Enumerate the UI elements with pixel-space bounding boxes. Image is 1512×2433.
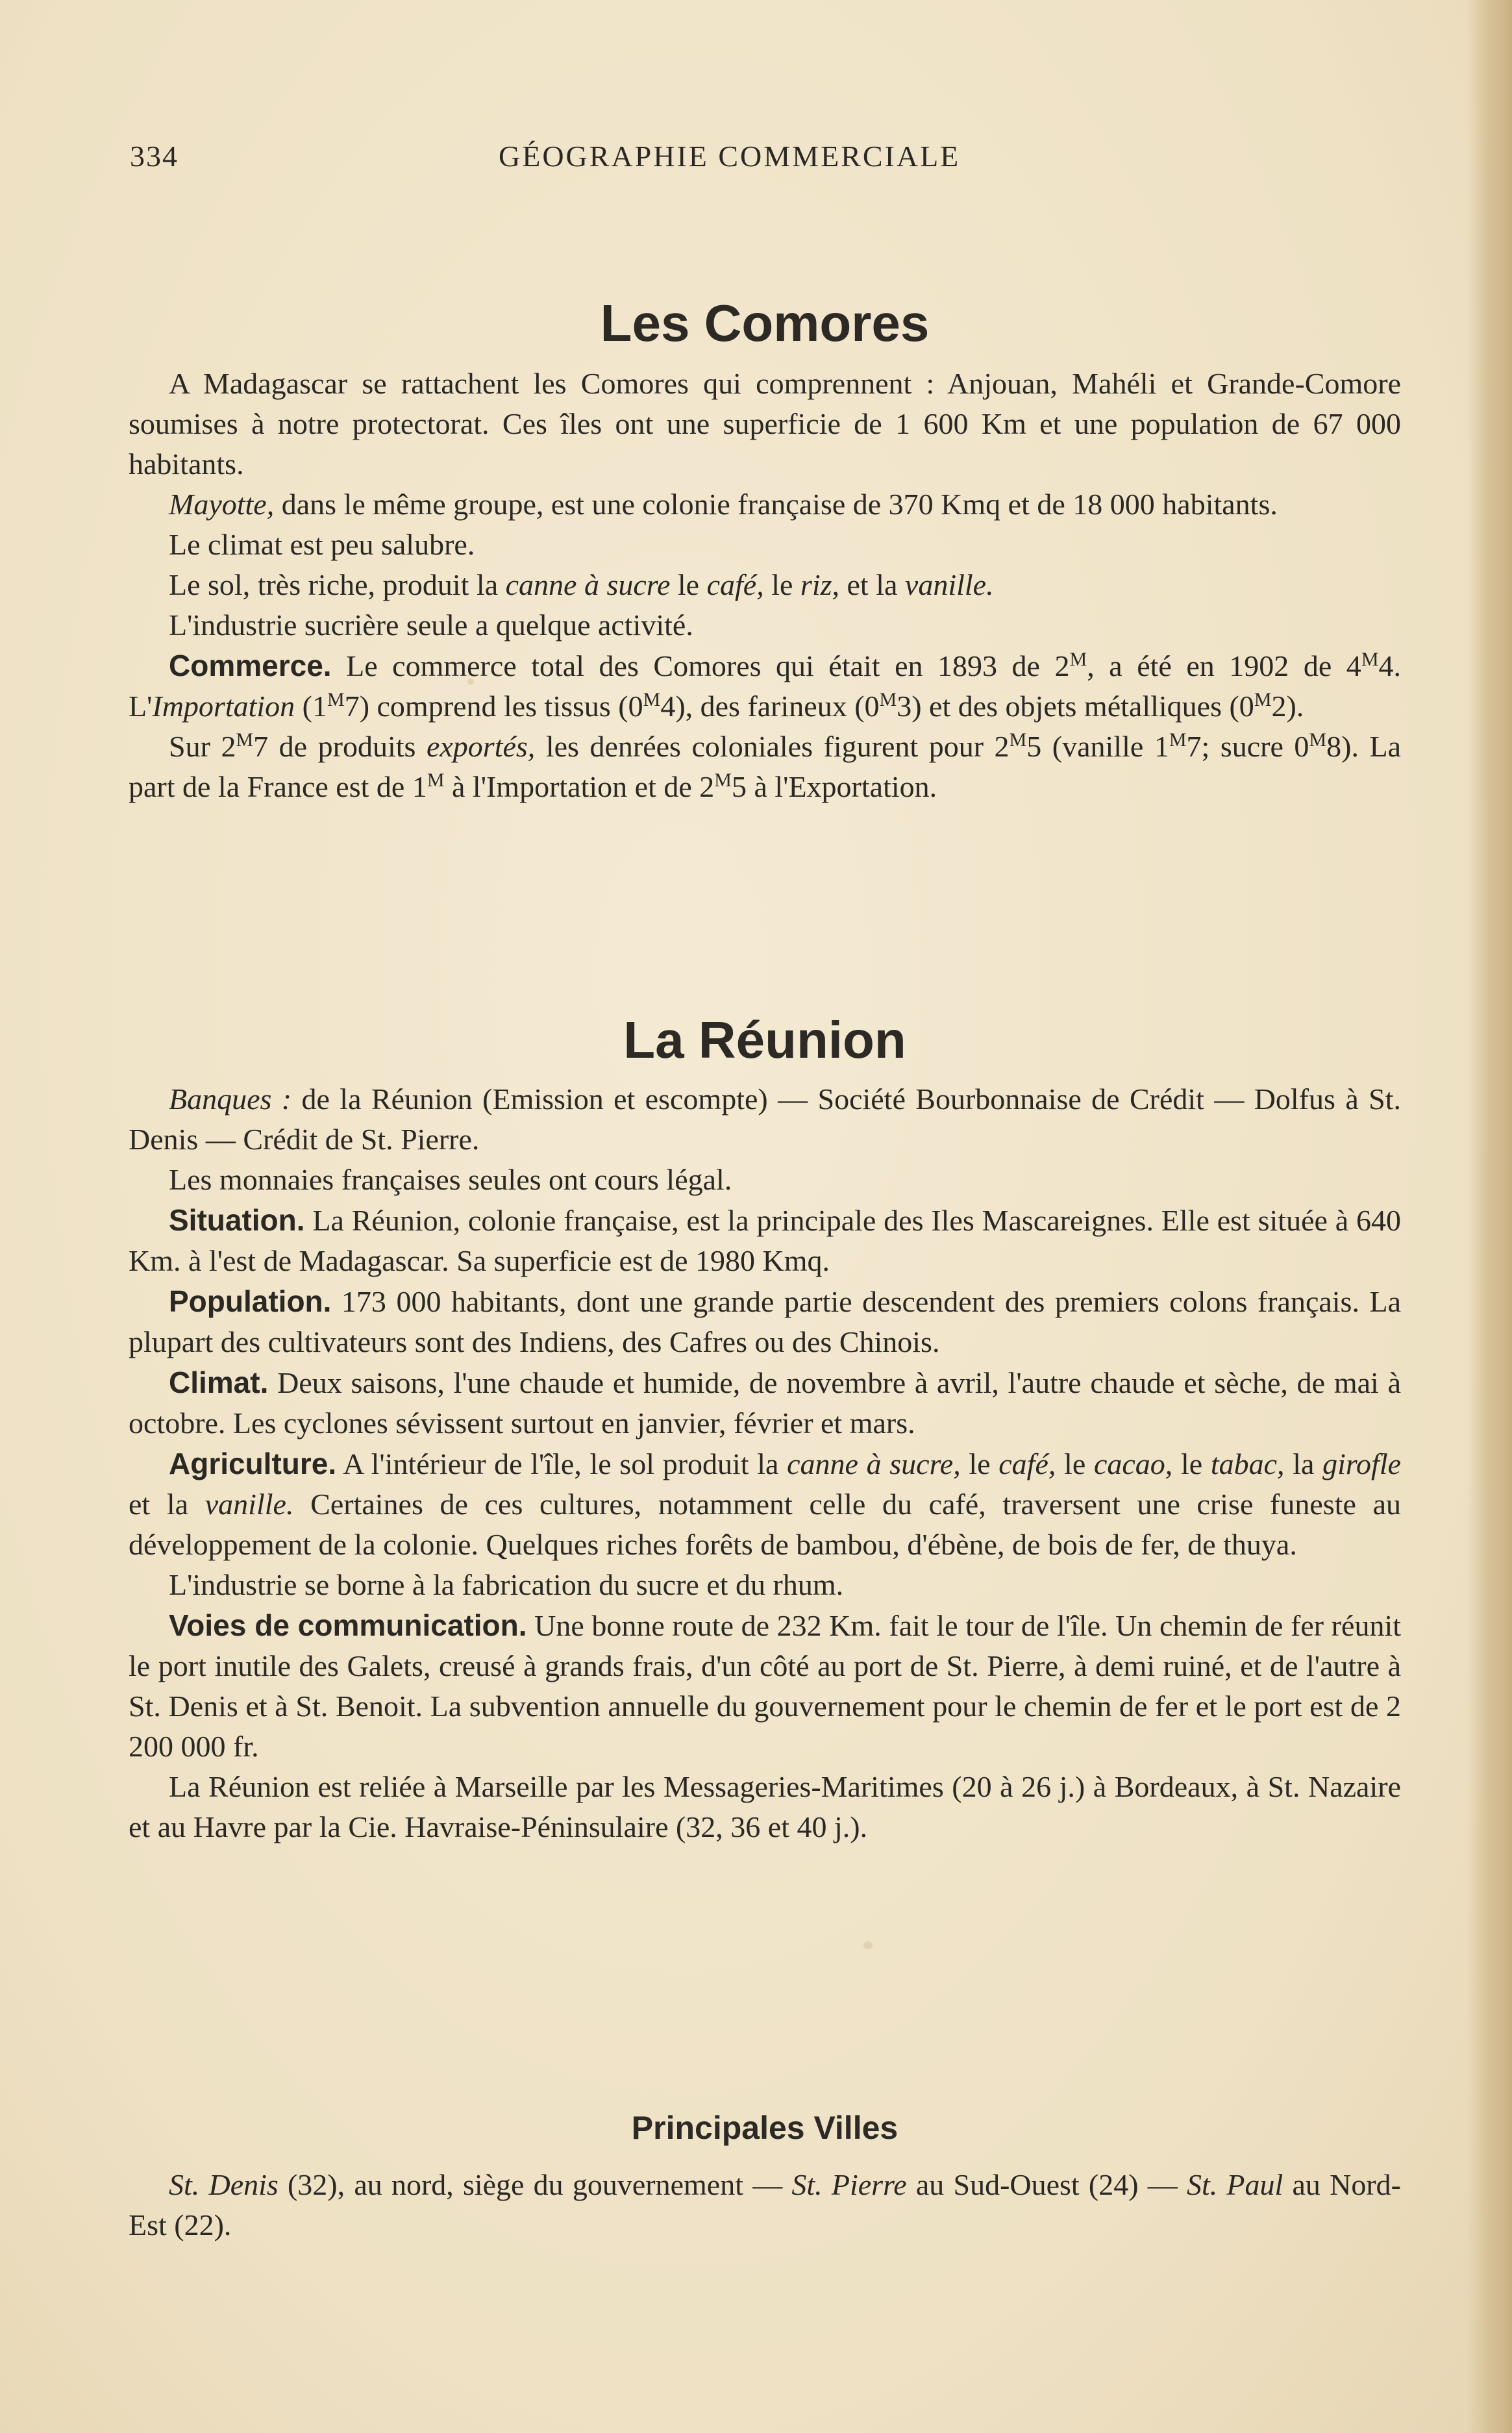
paragraph-voies: Voies de communication. Une bonne route de 232 Km. fait le tour de l'île. Un chemin de fer réunit le port inutile des Galets, creusé à grands frais, d'un côté au port de St. Pierre, à demi ruiné, et de l'autre à St. Denis et à St. Benoit. La subvention annuelle du gouvernement pour le chemin de fer et le port est de 2 200 000 fr. xyxy=(129,1608,1402,1763)
villes-section xyxy=(129,2165,1401,2245)
paragraph-liaisons: La Réunion est reliée à Marseille par les Messageries-Maritimes (20 à 26 j.) à Bordeaux, à St. Nazaire et au Havre par la Cie. Havraise-Péninsulaire (32, 36 et 40 j.). xyxy=(129,1770,1401,1843)
paragraph-comores-intro: A Madagascar se rattachent les Comores qui comprennent : Anjouan, Mahéli et Grande-Comore soumises à notre protectorat. Ces îles ont une superficie de 1 600 Km et une population de 67 000 habitants. xyxy=(129,367,1401,480)
subsection-title-villes: Principales Villes xyxy=(631,2110,899,2146)
paragraph-industrie-comores: L'industrie sucrière seule a quelque activité. xyxy=(169,608,693,642)
runin-heading: Climat. xyxy=(169,1366,269,1399)
paragraph-climat-reunion: Climat. Deux saisons, l'une chaude et humide, de novembre à avril, l'autre chaude et sèche, de mai à octobre. Les cyclones sévissent surtout en janvier, février et mars. xyxy=(129,1366,1401,1440)
paragraph-agriculture: Agriculture. A l'intérieur de l'île, le sol produit la canne à sucre, le café, le cacao, le tabac, la girofle et la vanille. Certaines de ces cultures, notamment celle du café, traversent une crise funeste au développement de la colonie. Quelques riches forêts de bambou, d'ébène, de bois de fer, de thuya. xyxy=(129,1447,1402,1561)
runin-heading: Commerce. xyxy=(169,649,332,682)
paragraph-situation: Situation. La Réunion, colonie française, est la principale des Iles Mascareignes. Elle est située à 640 Km. à l'est de Madagascar. Sa superficie est de 1980 Kmq. xyxy=(129,1203,1401,1277)
paragraph-population: Population. 173 000 habitants, dont une grande partie descendent des premiers colons français. La plupart des cultivateurs sont des Indiens, des Cafres ou des Chinois. xyxy=(129,1284,1401,1358)
paper-stain xyxy=(863,1941,873,1949)
runin-heading: Situation. xyxy=(169,1203,305,1237)
page-edge-shadow xyxy=(1467,0,1512,2433)
section-title-reunion: La Réunion xyxy=(623,1011,906,1069)
paragraph-sol-comores: Le sol, très riche, produit la canne à sucre le café, le riz, et la vanille. xyxy=(169,568,994,601)
paragraph-industrie-reunion: L'industrie se borne à la fabrication du sucre et du rhum. xyxy=(169,1568,844,1601)
paragraph-monnaies: Les monnaies françaises seules ont cours légal. xyxy=(169,1163,732,1196)
page-number: 334 xyxy=(130,140,179,173)
reunion-section xyxy=(129,1079,1401,1847)
running-title: GÉOGRAPHIE COMMERCIALE xyxy=(499,140,961,173)
comores-section xyxy=(129,364,1401,807)
paragraph-commerce-comores: Commerce. Le commerce total des Comores qui était en 1893 de $2^M$, a été en 1902 de $4^M4$. L'Importation $(1^M7)$ comprend les tissus $(0^M4)$, des farineux $(0^M3)$ et des objets métalliques $(0^M2)$. xyxy=(129,649,1401,723)
paragraph-villes: St. Denis (32), au nord, siège du gouvernement — St. Pierre au Sud-Ouest (24) — St. Paul au Nord-Est (22). xyxy=(129,2168,1401,2241)
runin-heading: Agriculture. xyxy=(169,1447,337,1480)
section-title-comores: Les Comores xyxy=(600,294,930,352)
running-head xyxy=(130,139,1402,178)
paragraph-exports-comores: Sur $2^M7$ de produits exportés, les denrées coloniales figurent pour $2^M5$ (vanille $1^M7$; sucre $0^M8$). La part de la France est de $1^M$ à l'Importation et de $2^M5$ à l'Exportation. xyxy=(129,729,1401,803)
runin-heading: Voies de communication. xyxy=(169,1608,527,1642)
paragraph-banques: Banques : de la Réunion (Emission et escompte) — Société Bourbonnaise de Crédit — Dolfus à St. Denis — Crédit de St. Pierre. xyxy=(129,1082,1401,1156)
runin-heading: Population. xyxy=(169,1284,332,1318)
paragraph-climat-comores: Le climat est peu salubre. xyxy=(169,528,475,561)
paragraph-mayotte: Mayotte, dans le même groupe, est une colonie française de 370 Kmq et de 18 000 habitants. xyxy=(169,488,1278,521)
